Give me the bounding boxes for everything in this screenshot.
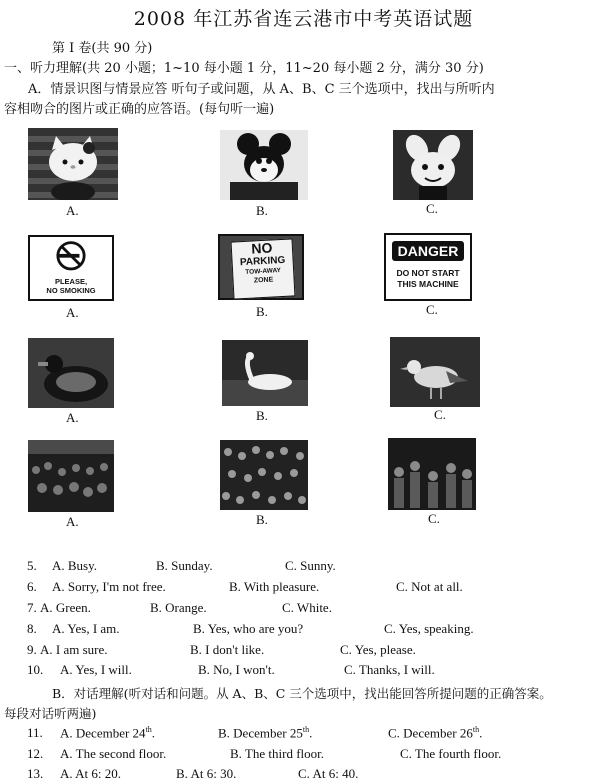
option-label: A. bbox=[66, 514, 79, 529]
option-c: C. December 26th. bbox=[388, 725, 483, 741]
instruction-b-line2: 每段对话听两遍) bbox=[4, 706, 97, 721]
picture-mickey-mouse bbox=[220, 130, 308, 200]
option-label: B. bbox=[256, 512, 268, 527]
picture-crowd-b bbox=[220, 440, 308, 510]
option-label: B. bbox=[256, 203, 268, 218]
option-c: C. The fourth floor. bbox=[400, 746, 502, 761]
option-a: A. December 24th. bbox=[60, 725, 156, 741]
option-label: B. bbox=[256, 304, 268, 319]
no-parking-sign bbox=[218, 234, 304, 300]
no-smoking-sign bbox=[28, 235, 114, 301]
question-number: 9. bbox=[27, 642, 37, 657]
instruction-a-line1: A．情景识图与情景应答 听句子或问题，从 A、B、C 三个选项中，找出与所听内 bbox=[28, 82, 495, 97]
option-b: B. Orange. bbox=[150, 600, 207, 615]
picture-hello-kitty bbox=[28, 128, 118, 200]
picture-seagull bbox=[390, 337, 480, 407]
option-label: C. bbox=[434, 407, 446, 422]
danger-text-line2: THIS MACHINE bbox=[397, 279, 459, 289]
question-number: 7. bbox=[27, 600, 37, 615]
option-a: A. Sorry, I'm not free. bbox=[52, 579, 166, 594]
option-c: C. Yes, please. bbox=[340, 642, 416, 657]
option-c: C. Thanks, I will. bbox=[344, 662, 435, 677]
option-b: B. No, I won't. bbox=[198, 662, 275, 677]
no-parking-text-line2: PARKING bbox=[239, 254, 286, 269]
no-parking-text-line3: TOW-AWAY bbox=[245, 267, 282, 276]
option-a: A. At 6: 20. bbox=[60, 766, 122, 781]
option-a: A. Busy. bbox=[52, 558, 98, 573]
option-b: B. December 25th. bbox=[218, 725, 313, 741]
option-a: A. Yes, I am. bbox=[52, 621, 120, 636]
picture-crowd-a bbox=[28, 440, 114, 512]
option-c: C. At 6: 40. bbox=[298, 766, 359, 781]
option-a: A. The second floor. bbox=[60, 746, 167, 761]
no-parking-text-line1: NO bbox=[250, 239, 273, 257]
option-label: A. bbox=[66, 203, 79, 218]
instruction-a-line2: 容相吻合的图片或正确的应答语。(每句听一遍) bbox=[4, 102, 275, 117]
option-b: B. Yes, who are you? bbox=[193, 621, 304, 636]
picture-duck bbox=[28, 338, 114, 408]
picture-rabbit-cartoon bbox=[393, 130, 473, 200]
instruction-b-line1: B．对话理解(听对话和问题。从 A、B、C 三个选项中，找出能回答所提问题的正确答案。 bbox=[52, 686, 552, 701]
option-label: C. bbox=[426, 302, 438, 317]
question-number: 13. bbox=[27, 766, 44, 781]
option-b: B. With pleasure. bbox=[229, 579, 320, 594]
page-title: 2008 年江苏省连云港市中考英语试题 bbox=[133, 8, 474, 30]
option-a: A. Yes, I will. bbox=[60, 662, 132, 677]
option-label: C. bbox=[428, 511, 440, 526]
option-a: A. I am sure. bbox=[40, 642, 108, 657]
option-label: B. bbox=[256, 408, 268, 423]
question-number: 5. bbox=[27, 558, 37, 573]
option-b: B. The third floor. bbox=[230, 746, 325, 761]
picture-crowd-c bbox=[388, 438, 476, 510]
option-b: B. At 6: 30. bbox=[176, 766, 237, 781]
option-c: C. Not at all. bbox=[396, 579, 463, 594]
option-c: C. White. bbox=[282, 600, 332, 615]
section-heading: 一、听力理解(共 20 小题；1~10 每小题 1 分，11~20 每小题 2 分，满分 30 分) bbox=[4, 61, 484, 76]
option-b: B. I don't like. bbox=[190, 642, 265, 657]
no-parking-text-line4: ZONE bbox=[253, 276, 274, 285]
question-number: 10. bbox=[27, 662, 44, 677]
option-label: A. bbox=[66, 305, 79, 320]
option-b: B. Sunday. bbox=[156, 558, 213, 573]
no-smoking-text-line2: NO SMOKING bbox=[46, 286, 96, 295]
option-a: A. Green. bbox=[40, 600, 91, 615]
option-c: C. Yes, speaking. bbox=[384, 621, 474, 636]
danger-sign bbox=[384, 233, 472, 301]
danger-text-line1: DO NOT START bbox=[396, 268, 460, 278]
danger-title: DANGER bbox=[392, 241, 464, 261]
option-c: C. Sunny. bbox=[285, 558, 336, 573]
option-label: C. bbox=[426, 201, 438, 216]
question-number: 11. bbox=[27, 725, 43, 740]
part-heading: 第 I 卷(共 90 分) bbox=[52, 41, 153, 56]
no-smoking-text-line1: PLEASE, bbox=[54, 277, 88, 286]
option-label: A. bbox=[66, 410, 79, 425]
question-number: 12. bbox=[27, 746, 44, 761]
question-number: 8. bbox=[27, 621, 37, 636]
picture-swan bbox=[222, 340, 308, 406]
question-number: 6. bbox=[27, 579, 37, 594]
